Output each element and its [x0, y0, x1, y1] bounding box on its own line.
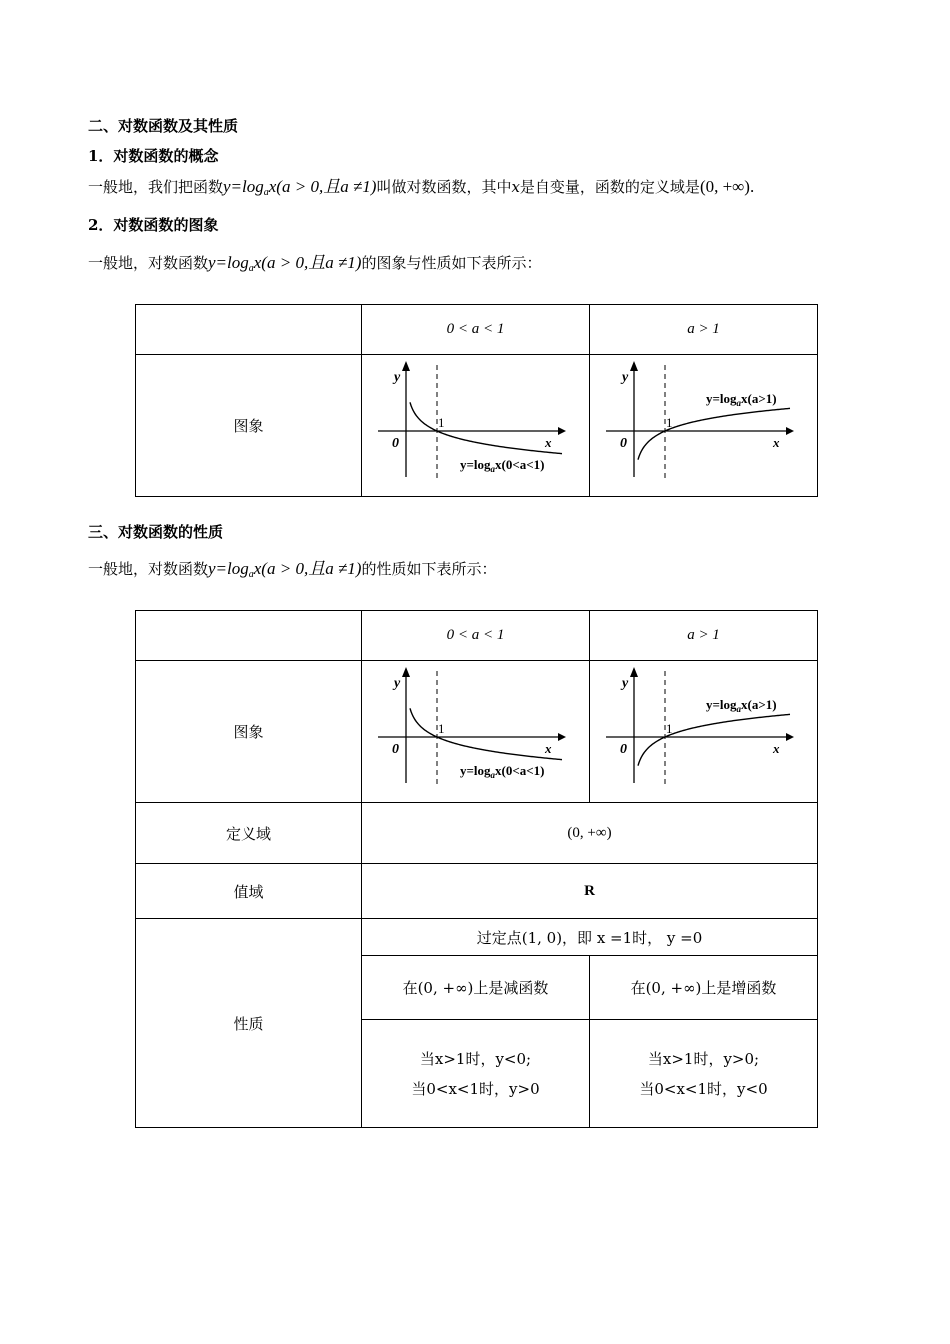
y-axis-arrow — [402, 361, 410, 371]
decreasing-log-graph — [362, 355, 589, 492]
range-label: 值域 — [136, 864, 362, 919]
table2-header-dec: 0 < a < 1 — [362, 611, 590, 661]
table1-header-inc: a > 1 — [590, 305, 818, 355]
one-label: 1 — [666, 415, 673, 430]
table2-corner — [136, 611, 362, 661]
sign-dec — [362, 1020, 590, 1128]
sign-inc-line2: 当0<x<1时，y<0 — [639, 1079, 768, 1098]
x-axis-arrow — [786, 427, 794, 435]
table2-graph-inc — [590, 661, 818, 803]
graph-intro-paragraph — [88, 252, 541, 280]
sign-dec-line2: 当0<x<1时，y>0 — [411, 1079, 540, 1098]
increasing-curve-label: $y=\log_ax(a>1)$ — [706, 697, 777, 714]
monotonic-dec: 在(0, +∞)上是减函数 — [362, 956, 590, 1020]
table1-corner — [136, 305, 362, 355]
monotonic-inc: 在(0, +∞)上是增函数 — [590, 956, 818, 1020]
origin-label: 0 — [392, 436, 399, 451]
var-x: x — [511, 178, 520, 196]
one-label: 1 — [438, 415, 445, 430]
decreasing-curve-label: $y=\log_ax(0<a<1)$ — [460, 457, 545, 474]
domain-label: 定义域 — [136, 803, 362, 864]
table1-header-dec: 0 < a < 1 — [362, 305, 590, 355]
property-intro-b: 的性质如下表所示： — [361, 560, 497, 578]
increasing-log-graph-2 — [590, 661, 817, 798]
x-axis-arrow — [786, 733, 794, 741]
x-axis-arrow — [558, 733, 566, 741]
increasing-curve — [638, 714, 790, 765]
one-label: 1 — [438, 721, 445, 736]
range-value: R — [362, 864, 818, 919]
decreasing-log-graph-2 — [362, 661, 589, 798]
x-axis-arrow — [558, 427, 566, 435]
decreasing-curve-label: $y=\log_ax(0<a<1)$ — [460, 763, 545, 780]
graph-subheading: 2．对数函数的图象 — [88, 216, 219, 234]
domain-value: (0, +∞) — [362, 803, 818, 864]
log-formula: $y=\log_ax(a > 0$,且a ≠1) — [223, 177, 377, 198]
table1-graph-dec — [362, 355, 590, 497]
table2-graph-label: 图象 — [136, 661, 362, 803]
log-formula-2: $y=\log_ax(a > 0$,且a ≠1) — [208, 253, 362, 274]
domain-formula: (0, +∞). — [699, 177, 755, 196]
definition-text-c: 是自变量，函数的定义域是 — [519, 178, 700, 196]
graph-intro-b: 的图象与性质如下表所示： — [361, 254, 542, 272]
table1-row-label: 图象 — [136, 355, 362, 497]
y-axis-arrow — [402, 667, 410, 677]
graph-intro-a: 一般地，对数函数 — [88, 254, 209, 272]
sign-inc — [590, 1020, 818, 1128]
section2-heading: 二、对数函数及其性质 — [88, 117, 239, 135]
fixed-point: 过定点(1, 0)，即 x =1时， y =0 — [362, 919, 818, 956]
y-axis-label: y — [622, 676, 629, 691]
property-intro-paragraph — [88, 558, 496, 586]
origin-label: 0 — [620, 742, 627, 757]
definition-text-b: 叫做对数函数，其中 — [376, 178, 512, 196]
decreasing-curve — [410, 708, 562, 759]
increasing-curve-label: $y=\log_ax(a>1)$ — [706, 391, 777, 408]
y-axis-arrow — [630, 361, 638, 371]
y-axis-label: y — [622, 370, 629, 385]
y-axis-arrow — [630, 667, 638, 677]
properties-label: 性质 — [136, 919, 362, 1128]
one-label: 1 — [666, 721, 673, 736]
definition-paragraph — [88, 176, 754, 204]
origin-label: 0 — [392, 742, 399, 757]
table2-graph-dec — [362, 661, 590, 803]
x-axis-label: x — [545, 741, 552, 756]
graph-table — [135, 304, 818, 497]
table2-header-inc: a > 1 — [590, 611, 818, 661]
concept-subheading: 1．对数函数的概念 — [88, 147, 219, 165]
x-axis-label: x — [773, 435, 780, 450]
property-table — [135, 610, 818, 1128]
increasing-curve — [638, 408, 790, 459]
x-axis-label: x — [773, 741, 780, 756]
increasing-log-graph — [590, 355, 817, 492]
origin-label: 0 — [620, 436, 627, 451]
decreasing-curve — [410, 402, 562, 453]
table1-graph-inc — [590, 355, 818, 497]
sign-inc-line1: 当x>1时，y>0; — [647, 1049, 760, 1068]
y-axis-label: y — [394, 370, 401, 385]
y-axis-label: y — [394, 676, 401, 691]
log-formula-3: $y=\log_ax(a > 0$,且a ≠1) — [208, 559, 362, 580]
definition-text-a: 一般地，我们把函数 — [88, 178, 224, 196]
section3-heading: 三、对数函数的性质 — [88, 523, 224, 541]
x-axis-label: x — [545, 435, 552, 450]
property-intro-a: 一般地，对数函数 — [88, 560, 209, 578]
sign-dec-line1: 当x>1时，y<0; — [419, 1049, 532, 1068]
